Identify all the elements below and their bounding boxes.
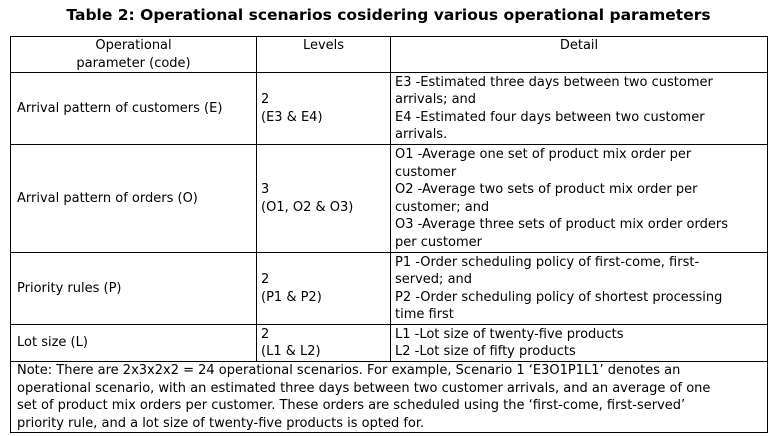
parameter-cell: Arrival pattern of orders (O) bbox=[11, 145, 257, 253]
detail-line: P1 -Order scheduling policy of first-come, first- bbox=[395, 254, 700, 270]
parameter-cell: Lot size (L) bbox=[11, 325, 257, 362]
level-codes: (L1 & L2) bbox=[261, 344, 321, 359]
detail-line: arrivals. bbox=[395, 127, 448, 142]
levels-cell bbox=[257, 325, 391, 362]
detail-cell bbox=[391, 253, 768, 325]
detail-line: L2 -Lot size of fifty products bbox=[395, 344, 576, 359]
header-parameter bbox=[11, 37, 257, 73]
detail-cell bbox=[391, 145, 768, 253]
table-note bbox=[11, 362, 768, 433]
note-line: Note: There are 2x3x2x2 = 24 operational scenarios. For example, Scenario 1 ‘E3O1P1L1’ denotes an bbox=[17, 363, 681, 378]
detail-line: customer bbox=[395, 164, 457, 180]
header-parameter-line1: Operational bbox=[95, 38, 172, 53]
header-parameter-line2: parameter (code) bbox=[76, 55, 191, 71]
header-levels: Levels bbox=[257, 37, 391, 73]
detail-line: O1 -Average one set of product mix order per bbox=[395, 147, 692, 162]
table-row bbox=[11, 325, 768, 362]
level-count: 2 bbox=[261, 92, 270, 107]
parameter-cell: Arrival pattern of customers (E) bbox=[11, 73, 257, 145]
level-codes: (P1 & P2) bbox=[261, 289, 322, 305]
detail-line: customer; and bbox=[395, 199, 490, 215]
note-row bbox=[11, 362, 768, 433]
note-line: set of product mix orders per customer. These orders are scheduled using the ‘first-come, first-served’ bbox=[17, 398, 686, 413]
detail-line: L1 -Lot size of twenty-five products bbox=[395, 326, 624, 342]
table-row bbox=[11, 73, 768, 145]
detail-line: per customer bbox=[395, 234, 482, 250]
level-count: 3 bbox=[261, 182, 270, 197]
header-detail: Detail bbox=[391, 37, 768, 73]
table-row bbox=[11, 253, 768, 325]
level-count: 2 bbox=[261, 326, 270, 342]
table-caption: Table 2: Operational scenarios cosidering various operational parameters bbox=[66, 6, 711, 24]
levels-cell bbox=[257, 253, 391, 325]
note-line: priority rule, and a lot size of twenty-five products is opted for. bbox=[17, 415, 425, 431]
detail-cell bbox=[391, 325, 768, 362]
detail-line: O3 -Average three sets of product mix order orders bbox=[395, 217, 728, 232]
level-count: 2 bbox=[261, 272, 270, 287]
note-line: operational scenario, with an estimated three days between two customer arrivals, and an average of one bbox=[17, 380, 711, 396]
header-row bbox=[11, 37, 768, 73]
detail-line: E4 -Estimated four days between two customer bbox=[395, 109, 705, 125]
detail-line: O2 -Average two sets of product mix order per bbox=[395, 182, 698, 197]
parameter-cell: Priority rules (P) bbox=[11, 253, 257, 325]
detail-line: P2 -Order scheduling policy of shortest processing bbox=[395, 289, 723, 305]
detail-cell bbox=[391, 73, 768, 145]
levels-cell bbox=[257, 73, 391, 145]
detail-line: time first bbox=[395, 307, 454, 322]
detail-line: served; and bbox=[395, 272, 473, 287]
scenarios-table bbox=[10, 36, 768, 433]
detail-line: E3 -Estimated three days between two customer bbox=[395, 74, 713, 90]
level-codes: (O1, O2 & O3) bbox=[261, 199, 354, 215]
detail-line: arrivals; and bbox=[395, 92, 477, 107]
levels-cell bbox=[257, 145, 391, 253]
level-codes: (E3 & E4) bbox=[261, 109, 323, 125]
table-row bbox=[11, 145, 768, 253]
